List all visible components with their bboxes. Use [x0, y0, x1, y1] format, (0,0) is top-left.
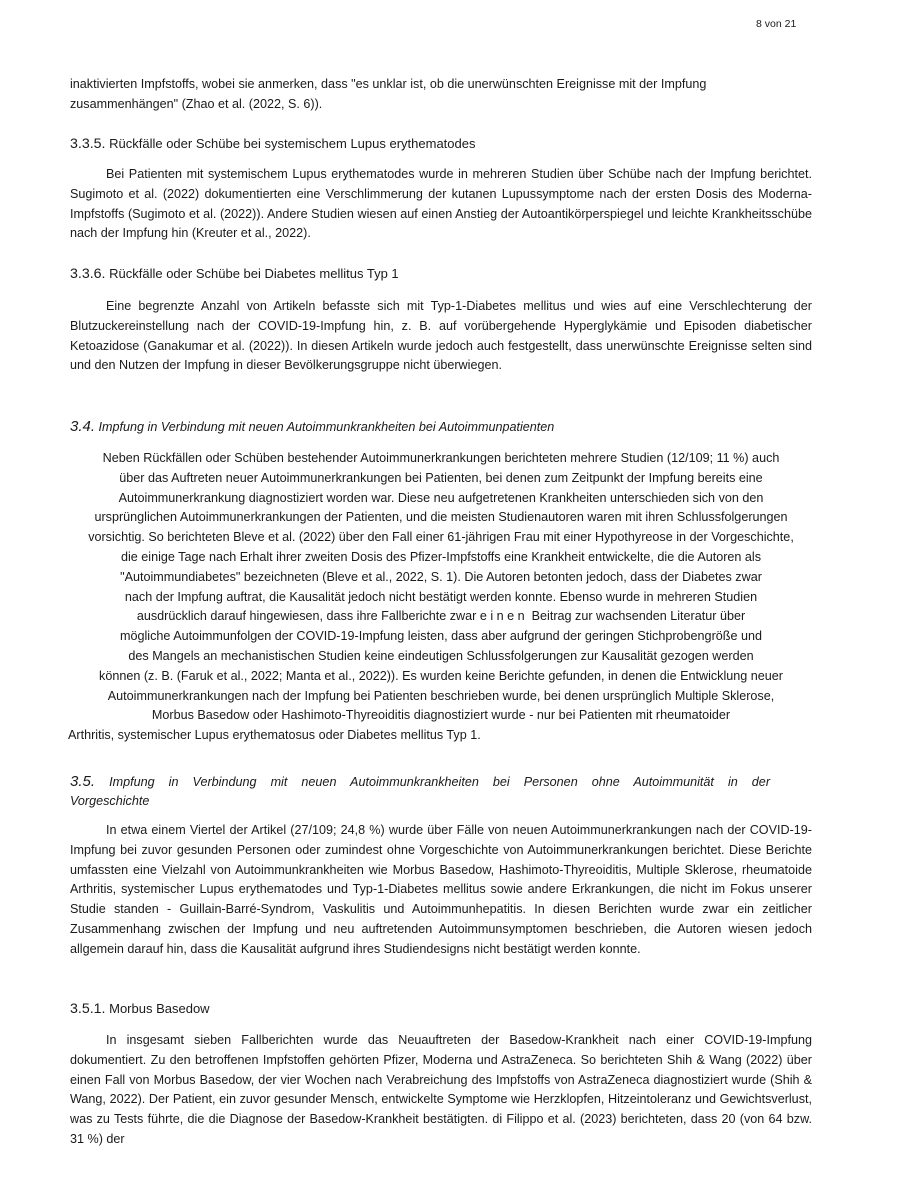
section-heading-3-4 [70, 417, 554, 437]
page-number: 8 von 21 [756, 18, 797, 30]
section-number: 3.4. [70, 418, 96, 435]
section-heading-3-5 [70, 772, 770, 811]
section-heading-3-3-5 [70, 136, 475, 152]
paragraph-line: "Autoimmundiabetes" bezeichneten (Bleve et al., 2022, S. 1). Die Autoren betonten jedoch, dass der Diabetes zwar [120, 569, 762, 584]
section-title: Rückfälle oder Schübe bei systemischem Lupus erythematodes [109, 136, 476, 151]
section-title: Morbus Basedow [109, 1001, 210, 1016]
section-number: 3.3.6. [70, 266, 106, 282]
paragraph-line: Neben Rückfällen oder Schüben bestehender Autoimmunerkrankungen berichteten mehrere Studien (12/109; 11 %) auch [102, 451, 780, 465]
paragraph-line: Morbus Basedow oder Hashimoto-Thyreoiditis diagnostiziert wurde - nur bei Patienten mit rheumatoider [151, 708, 731, 723]
paragraph-line: Autoimmunerkrankung diagnostiziert worden war. Diese neu aufgetretenen Krankheiten unterschieden sich von den [118, 490, 764, 505]
paragraph-line: nach der Impfung auftrat, die Kausalität jedoch nicht bestätigt werden konnte. Ebenso wurde in mehreren Studien [124, 589, 758, 604]
section-paragraph-3-3-5: Bei Patienten mit systemischem Lupus erythematodes wurde in mehreren Studien über Schübe nach der Impfung berichtet. Sugimoto et al. (2022) dokumentierten eine Verschlimmerung der kutanen Lupussymptome nach der ersten Dosis des Moderna-Impfstoffs (Sugimoto et al. (2022)). Andere Studien wiesen auf einen Anstieg der Autoantikörperspiegel und leichte Krankheitsschübe nach der Impfung hin (Kreuter et al., 2022). [70, 167, 812, 241]
paragraph-line: mögliche Autoimmunfolgen der COVID-19-Impfung leisten, dass aber aufgrund der geringen Stichprobengröße und [120, 629, 762, 644]
section-heading-3-5-1 [70, 1001, 210, 1017]
section-paragraph-3-5-1: In insgesamt sieben Fallberichten wurde das Neuauftreten der Basedow-Krankheit nach einer COVID-19-Impfung dokumentiert. Zu den betroffenen Impfstoffen gehörten Pfizer, Moderna und AstraZeneca. So berichteten Shih & Wang (2022) über einen Fall von Morbus Basedow, der vier Wochen nach Verabreichung des Impfstoffs von AstraZeneca diagnostiziert wurde (Shih & Wang, 2022). Der Patient, ein zuvor gesunder Mensch, entwickelte Symptome wie Herzklopfen, Hitzeintoleranz und Gewichtsverlust, was zu Tests führte, die die Diagnose der Basedow-Krankheit bestätigten. di Filippo et al. (2023) berichteten, dass 20 (von 64 bzw. 31 %) der [70, 1033, 812, 1146]
section-paragraph-3-4 [60, 449, 822, 746]
paragraph-line: können (z. B. (Faruk et al., 2022; Manta et al., 2022)). Es wurden keine Berichte gefunden, in denen die Entwicklung neuer [99, 668, 783, 683]
section-title: Impfung in Verbindung mit neuen Autoimmunkrankheiten bei Personen ohne Autoimmunität in der [109, 775, 771, 789]
section-title: Impfung in Verbindung mit neuen Autoimmunkrankheiten bei Autoimmunpatienten [98, 420, 555, 434]
paragraph-line: des Mangels an mechanistischen Studien keine eindeutigen Schlussfolgerungen zur Kausalität gezogen werden [128, 648, 754, 663]
section-paragraph-3-3-6: Eine begrenzte Anzahl von Artikeln befasste sich mit Typ-1-Diabetes mellitus und wies auf eine Verschlechterung der Blutzuckereinstellung nach der COVID-19-Impfung hin, z. B. auf vorübergehende Hyperglykämie und Episoden diabetischer Ketoazidose (Ganakumar et al. (2022)). In diesen Artikeln wurde jedoch auch festgestellt, dass unerwünschte Ereignisse selten sind und den Nutzen der Impfung in dieser Bevölkerungsgruppe nicht überwiegen. [70, 299, 812, 373]
paragraph-line: Autoimmunerkrankungen nach der Impfung bei Patienten beschrieben wurde, bei denen ursprünglich Multiple Sklerose, [107, 688, 775, 703]
paragraph-line: die einige Tage nach Erhalt ihrer zweiten Dosis des Pfizer-Impfstoffs eine Krankheit entwickelte, die die Autoren als [120, 549, 762, 564]
section-number: 3.5.1. [70, 1001, 106, 1017]
paragraph-line: Arthritis, systemischer Lupus erythematosus oder Diabetes mellitus Typ 1. [68, 728, 481, 743]
section-paragraph-3-5: In etwa einem Viertel der Artikel (27/109; 24,8 %) wurde über Fälle von neuen Autoimmunerkrankungen nach der COVID-19-Impfung bei zuvor gesunden Personen oder zumindest ohne Vorgeschichte von Autoimmunerkrankungen berichtet. Diese Berichte umfassten eine Vielzahl von Autoimmunkrankheiten wie Morbus Basedow, Hashimoto-Thyreoiditis, Multiple Sklerose, rheumatoide Arthritis, systemischer Lupus erythematodes und Typ-1-Diabetes mellitus sowie andere Erkrankungen, die nicht im Fokus unserer Studie standen - Guillain-Barré-Syndrom, Vaskulitis und Autoimmunhepatitis. In diesen Berichten wurde zwar ein zeitlicher Zusammenhang zwischen der Impfung und neu auftretenden Autoimmunsymptomen beschrieben, die Autoren wiesen jedoch allgemein darauf hin, dass die Kausalität aufgrund ihres Studiendesigns nicht bestätigt werden konnte. [70, 823, 812, 956]
section-title-line2: Vorgeschichte [70, 794, 150, 808]
section-number: 3.3.5. [70, 136, 106, 152]
paragraph-line: über das Auftreten neuer Autoimmunerkrankungen bei Patienten, bei denen zum Zeitpunkt der Impfung bereits eine [119, 470, 763, 485]
paragraph-line: ausdrücklich darauf hingewiesen, dass ihre Fallberichte zwar e i n e n Beitrag zur wachsenden Literatur über [136, 609, 746, 624]
section-heading-3-3-6 [70, 266, 399, 282]
paragraph-line: ursprünglichen Autoimmunerkrankungen der Patienten, und die meisten Studienautoren waren mit ihren Schlussfolgerungen [94, 510, 788, 525]
section-number: 3.5. [70, 773, 96, 790]
section-title: Rückfälle oder Schübe bei Diabetes mellitus Typ 1 [109, 266, 399, 281]
intro-paragraph: inaktivierten Impfstoffs, wobei sie anmerken, dass "es unklar ist, ob die unerwünschten Ereignisse mit der Impfung zusammenhängen" (Zhao et al. (2022, S. 6)). [70, 77, 707, 111]
paragraph-line: vorsichtig. So berichteten Bleve et al. (2022) über den Fall einer 61-jährigen Frau mit einer Hypothyreose in der Vorgeschichte, [88, 530, 794, 545]
